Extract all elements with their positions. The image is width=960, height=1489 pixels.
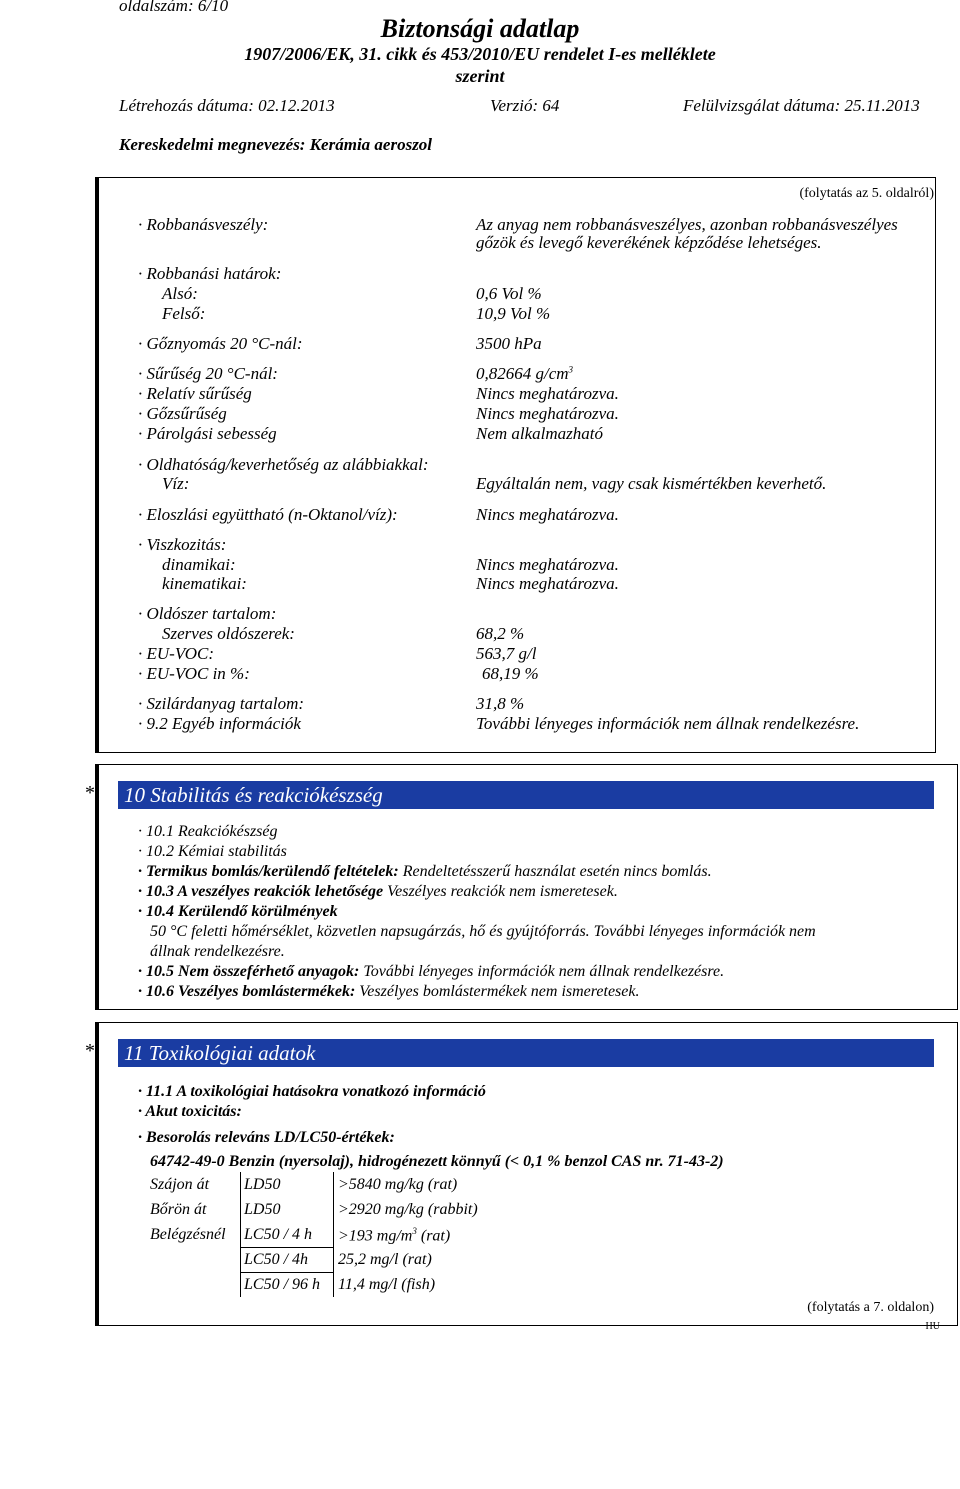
solvent-content-label: · Oldószer tartalom: xyxy=(138,604,277,623)
table-divider xyxy=(240,1247,333,1248)
tox-route: Bőrön át xyxy=(150,1201,207,1218)
continued-to: (folytatás a 7. oldalon) xyxy=(807,1300,934,1315)
dynamic-value: Nincs meghatározva. xyxy=(476,555,619,574)
organic-solvents-value: 68,2 % xyxy=(476,624,525,643)
partition-value: Nincs meghatározva. xyxy=(476,505,619,524)
eu-voc-percent-label: · EU-VOC in %: xyxy=(138,664,250,683)
density-number: 0,82664 g/cm xyxy=(476,364,569,383)
partition-label: · Eloszlási együttható (n-Oktanol/víz): xyxy=(138,505,398,524)
regulation-line-2: szerint xyxy=(455,66,505,86)
version: Verzió: 64 xyxy=(490,96,560,115)
s10-line6: 50 °C feletti hőmérséklet, közvetlen napsugárzás, hő és gyújtóforrás. További lényeges információk nem xyxy=(150,923,816,940)
s10-line8-value: További lényeges információk nem állnak rendelkezésre. xyxy=(359,963,725,980)
tox-value: >2920 mg/kg (rabbit) xyxy=(338,1201,478,1218)
vapour-density-label: · Gőzsűrűség xyxy=(138,404,227,423)
s11-line1: · 11.1 A toxikológiai hatásokra vonatkozó információ xyxy=(138,1083,486,1100)
table-divider xyxy=(240,1222,241,1247)
s10-line4 xyxy=(138,883,618,901)
dynamic-label: dinamikai: xyxy=(162,555,236,574)
tox-type: LC50 / 4h xyxy=(244,1251,309,1268)
vapour-pressure-label: · Gőznyomás 20 °C-nál: xyxy=(138,334,303,353)
creation-date: Létrehozás dátuma: 02.12.2013 xyxy=(119,96,335,115)
explosion-limits-label: · Robbanási határok: xyxy=(138,264,282,283)
water-label: Víz: xyxy=(162,474,190,493)
density-value xyxy=(476,364,573,384)
table-divider xyxy=(333,1172,334,1197)
s10-line9-label: · 10.6 Veszélyes bomlástermékek: xyxy=(138,983,356,1000)
s10-line8-label: · 10.5 Nem összeférhető anyagok: xyxy=(138,963,360,980)
s11-line3: · Besorolás releváns LD/LC50-értékek: xyxy=(138,1129,395,1146)
solid-content-value: 31,8 % xyxy=(476,694,525,713)
tox-type: LC50 / 96 h xyxy=(244,1276,321,1293)
table-divider xyxy=(240,1197,241,1222)
explosion-hazard-value-2: gőzök és levegő keverékének képződése lehetséges. xyxy=(476,233,822,252)
eu-voc-label: · EU-VOC: xyxy=(138,644,214,663)
density-sup: 3 xyxy=(568,364,574,375)
tox-value: >193 $mg/m^3$ (rat) xyxy=(338,1226,451,1245)
solubility-label: · Oldhatóság/keverhetőség az alábbiakkal: xyxy=(138,455,429,474)
s10-line7: állnak rendelkezésre. xyxy=(150,943,285,960)
tox-route: Belégzésnél xyxy=(150,1226,226,1243)
evaporation-rate-label: · Párolgási sebesség xyxy=(138,424,277,443)
table-divider xyxy=(333,1272,334,1297)
explosion-hazard-value: Az anyag nem robbanásveszélyes, azonban robbanásveszélyes xyxy=(476,215,898,234)
upper-limit-value: 10,9 Vol % xyxy=(476,304,551,323)
table-divider xyxy=(240,1247,241,1272)
substance-heading: 64742-49-0 Benzin (nyersolaj), hidrogénezett könnyű (< 0,1 % benzol CAS nr. 71-43-2) xyxy=(150,1153,724,1170)
s10-line5: · 10.4 Kerülendő körülmények xyxy=(138,903,338,920)
s10-line1: · 10.1 Reakciókészség xyxy=(138,823,278,840)
section11-title: 11 Toxikológiai adatok xyxy=(118,1039,934,1067)
s10-line8 xyxy=(138,963,724,981)
revision-date: Felülvizsgálat dátuma: 25.11.2013 xyxy=(683,96,920,115)
evaporation-rate-value: Nem alkalmazható xyxy=(476,424,604,443)
s10-line3-label: · Termikus bomlás/kerülendő feltételek: xyxy=(138,863,399,880)
document-title: Biztonsági adatlap xyxy=(380,14,580,43)
page-number: oldalszám: 6/10 xyxy=(119,0,229,15)
relative-density-value: Nincs meghatározva. xyxy=(476,384,619,403)
section10-title: 10 Stabilitás és reakciókészség xyxy=(118,781,934,809)
relative-density-label: · Relatív sűrűség xyxy=(138,384,252,403)
s10-line2: · 10.2 Kémiai stabilitás xyxy=(138,843,287,860)
table-divider xyxy=(333,1247,334,1272)
tox-type: LD50 xyxy=(244,1176,281,1193)
eu-voc-value: 563,7 g/l xyxy=(476,644,537,663)
table-divider xyxy=(240,1172,241,1197)
table-divider xyxy=(240,1272,333,1273)
vapour-density-value: Nincs meghatározva. xyxy=(476,404,619,423)
s10-line4-value: Veszélyes reakciók nem ismeretesek. xyxy=(383,883,618,900)
s11-line2: · Akut toxicitás: xyxy=(138,1103,242,1120)
explosion-hazard-label: · Robbanásveszély: xyxy=(138,215,269,234)
continued-from: (folytatás az 5. oldalról) xyxy=(799,186,934,201)
kinematic-label: kinematikai: xyxy=(162,574,247,593)
upper-limit-label: Felső: xyxy=(162,304,206,323)
s10-line4-label: · 10.3 A veszélyes reakciók lehetősége xyxy=(138,883,384,900)
vapour-pressure-value: 3500 hPa xyxy=(476,334,542,353)
other-info-value: További lényeges információk nem állnak rendelkezésre. xyxy=(476,714,860,733)
section11-star: * xyxy=(85,1040,95,1062)
table-divider xyxy=(333,1222,334,1247)
trade-name: Kereskedelmi megnevezés: Kerámia aeroszol xyxy=(119,135,433,154)
other-info-label: · 9.2 Egyéb információk xyxy=(138,714,301,733)
s10-line3-value: Rendeltetésszerű használat esetén nincs bomlás. xyxy=(398,863,712,880)
s10-line9 xyxy=(138,983,639,1001)
language-code: HU xyxy=(925,1321,940,1332)
tox-route: Szájon át xyxy=(150,1176,210,1193)
tox-value-sup: 3 xyxy=(412,1226,417,1236)
water-value: Egyáltalán nem, vagy csak kismértékben keverhető. xyxy=(476,474,827,493)
tox-type: LC50 / 4 h xyxy=(244,1226,313,1243)
table-divider xyxy=(240,1272,241,1297)
s10-line9-value: Veszélyes bomlástermékek nem ismeretesek. xyxy=(355,983,640,1000)
viscosity-label: · Viszkozitás: xyxy=(138,535,227,554)
lower-limit-label: Alsó: xyxy=(162,284,198,303)
section10-star: * xyxy=(85,782,95,804)
regulation-line: 1907/2006/EK, 31. cikk és 453/2010/EU rendelet I-es melléklete xyxy=(244,44,716,64)
tox-value: >5840 mg/kg (rat) xyxy=(338,1176,458,1193)
kinematic-value: Nincs meghatározva. xyxy=(476,574,619,593)
solid-content-label: · Szilárdanyag tartalom: xyxy=(138,694,305,713)
density-label: · Sűrűség 20 °C-nál: xyxy=(138,364,278,383)
tox-value: 25,2 mg/l (rat) xyxy=(338,1251,432,1268)
eu-voc-percent-value: 68,19 % xyxy=(482,664,539,683)
table-divider xyxy=(333,1197,334,1222)
organic-solvents-label: Szerves oldószerek: xyxy=(162,624,295,643)
s10-line3 xyxy=(138,863,712,881)
section11-box xyxy=(98,1022,958,1326)
tox-value: 11,4 mg/l (fish) xyxy=(338,1276,436,1293)
lower-limit-value: 0,6 Vol % xyxy=(476,284,542,303)
tox-type: LD50 xyxy=(244,1201,281,1218)
